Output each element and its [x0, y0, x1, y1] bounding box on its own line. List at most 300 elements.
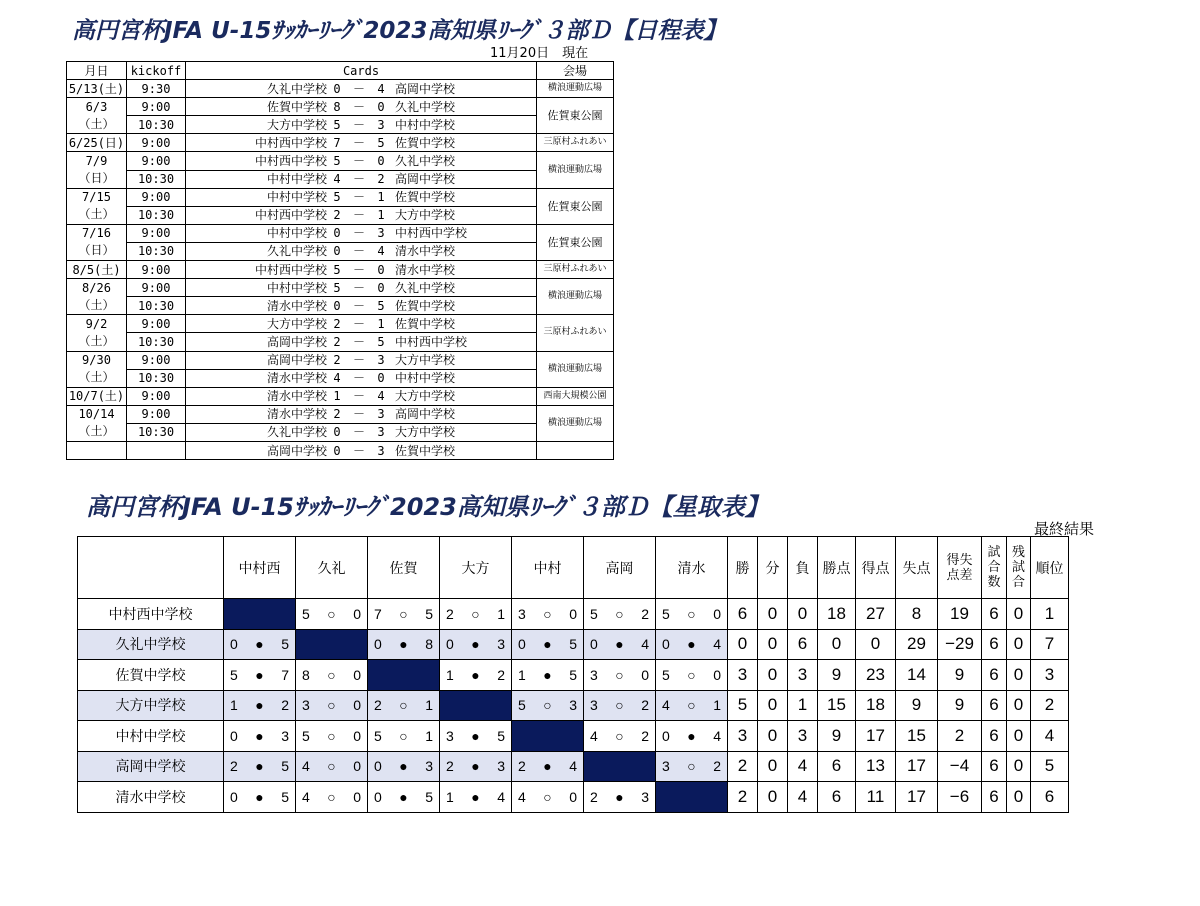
match-result	[237, 173, 485, 185]
score-dash: －	[352, 262, 365, 277]
score-dash: －	[352, 334, 365, 349]
away-team: 久礼中学校	[395, 154, 456, 169]
wins: 2	[728, 751, 758, 782]
win-mark-icon: ○	[615, 697, 624, 714]
result-wrap	[584, 606, 655, 622]
kickoff-time: 10:30	[127, 206, 186, 224]
goals-against: 0	[713, 666, 721, 683]
schedule-row	[67, 297, 614, 315]
standings-row	[78, 660, 1069, 691]
head-to-head-result	[584, 629, 656, 660]
goals-for: 1	[518, 666, 526, 683]
score-dash: －	[352, 81, 365, 96]
away-team: 大方中学校	[395, 389, 456, 404]
head-to-head-result	[224, 751, 296, 782]
head-to-head-result	[224, 629, 296, 660]
schedule-header-row	[67, 62, 614, 80]
match-result	[237, 336, 485, 348]
self-match-cell	[368, 660, 440, 691]
result-wrap	[512, 606, 583, 622]
match-date-line: 8/26	[82, 280, 111, 295]
goals-for: 4	[590, 727, 598, 744]
home-team: 高岡中学校	[266, 334, 327, 349]
team-name: 佐賀中学校	[78, 660, 224, 691]
wins: 5	[728, 690, 758, 721]
home-score: 2	[333, 316, 341, 331]
losses: 3	[788, 721, 818, 752]
losses: 3	[788, 660, 818, 691]
result-wrap	[584, 789, 655, 805]
header-goals-against: 失点	[896, 537, 938, 599]
head-to-head-result	[296, 721, 368, 752]
head-to-head-result	[440, 782, 512, 813]
away-team: 清水中学校	[395, 244, 456, 259]
match-venue: 佐賀東公園	[537, 224, 614, 260]
score-dash: －	[352, 99, 365, 114]
score-dash: －	[352, 208, 365, 223]
match-date	[67, 188, 127, 224]
schedule-row	[67, 170, 614, 188]
match-result	[237, 191, 485, 203]
match-card	[186, 80, 537, 98]
match-card	[186, 170, 537, 188]
wins: 3	[728, 721, 758, 752]
home-team: 大方中学校	[266, 316, 327, 331]
match-date: 6/25(日)	[67, 134, 127, 152]
head-to-head-result	[512, 782, 584, 813]
loss-mark-icon: ●	[255, 727, 264, 744]
goals-for-total: 13	[856, 751, 896, 782]
result-wrap	[656, 606, 727, 622]
home-team: 中村西中学校	[254, 154, 327, 169]
goals-against: 5	[569, 636, 577, 653]
score-dash: －	[352, 353, 365, 368]
match-venue	[537, 441, 614, 459]
schedule-row	[67, 333, 614, 351]
head-to-head-result	[440, 599, 512, 630]
goals-against: 4	[713, 727, 721, 744]
head-to-head-result	[296, 782, 368, 813]
kickoff-time: 9:00	[127, 315, 186, 333]
away-score: 3	[377, 117, 385, 132]
goals-against: 5	[281, 788, 289, 805]
match-result	[237, 318, 485, 330]
match-date	[67, 98, 127, 134]
standings-row	[78, 629, 1069, 660]
team-name: 大方中学校	[78, 690, 224, 721]
home-team: 中村中学校	[266, 280, 327, 295]
home-score: 4	[333, 371, 341, 386]
schedule-row	[67, 405, 614, 423]
header-date: 月日	[67, 62, 127, 80]
standings-row	[78, 599, 1069, 630]
goal-difference: 9	[938, 660, 982, 691]
match-card	[186, 315, 537, 333]
away-team: 中村中学校	[395, 117, 456, 132]
match-date	[67, 152, 127, 188]
away-score: 3	[377, 226, 385, 241]
header-opponent: 久礼	[296, 537, 368, 599]
goals-against: 0	[353, 605, 361, 622]
kickoff-time: 10:30	[127, 170, 186, 188]
head-to-head-result	[512, 660, 584, 691]
score-dash: －	[352, 298, 365, 313]
goals-for-total: 27	[856, 599, 896, 630]
home-score: 8	[333, 99, 341, 114]
kickoff-time: 9:00	[127, 98, 186, 116]
result-wrap	[296, 606, 367, 622]
home-team: 中村西中学校	[254, 262, 327, 277]
home-score: 0	[333, 425, 341, 440]
result-wrap	[224, 758, 295, 774]
goals-against: 8	[425, 636, 433, 653]
match-date	[67, 315, 127, 351]
home-team: 高岡中学校	[266, 353, 327, 368]
match-venue: 横浪運動広場	[537, 80, 614, 98]
loss-mark-icon: ●	[615, 636, 624, 653]
home-score: 0	[333, 244, 341, 259]
match-date-line: 7/9	[85, 154, 108, 169]
points: 6	[818, 782, 856, 813]
result-wrap	[512, 667, 583, 683]
goals-for: 4	[662, 697, 670, 714]
head-to-head-result	[584, 690, 656, 721]
schedule-row	[67, 98, 614, 116]
loss-mark-icon: ●	[399, 788, 408, 805]
goals-against: 3	[497, 636, 505, 653]
goals-against: 0	[353, 727, 361, 744]
games-played: 6	[982, 690, 1007, 721]
match-venue: 佐賀東公園	[537, 98, 614, 134]
goals-for-total: 23	[856, 660, 896, 691]
away-team: 中村西中学校	[395, 334, 468, 349]
goals-against: 2	[641, 727, 649, 744]
match-date-line: （土）	[78, 116, 115, 131]
goals-for: 1	[446, 666, 454, 683]
kickoff-time: 10:30	[127, 242, 186, 260]
loss-mark-icon: ●	[399, 758, 408, 775]
schedule-row	[67, 188, 614, 206]
self-match-cell	[656, 782, 728, 813]
match-result	[237, 155, 485, 167]
goals-against: 3	[497, 758, 505, 775]
away-score: 5	[377, 135, 385, 150]
schedule-row	[67, 369, 614, 387]
home-team: 高岡中学校	[266, 443, 327, 458]
head-to-head-result	[440, 751, 512, 782]
match-date-line: （日）	[78, 171, 115, 186]
score-dash: －	[352, 316, 365, 331]
rank: 3	[1031, 660, 1069, 691]
result-wrap	[368, 758, 439, 774]
home-team: 久礼中学校	[266, 81, 327, 96]
head-to-head-result	[584, 599, 656, 630]
result-wrap	[368, 697, 439, 713]
header-opponent: 佐賀	[368, 537, 440, 599]
goals-against-total: 15	[896, 721, 938, 752]
schedule-row	[67, 134, 614, 152]
schedule-row	[67, 279, 614, 297]
result-wrap	[296, 697, 367, 713]
away-team: 清水中学校	[395, 262, 456, 277]
goals-for-total: 11	[856, 782, 896, 813]
match-date-line: （土）	[78, 370, 115, 385]
goals-for: 0	[662, 636, 670, 653]
goals-against: 0	[353, 758, 361, 775]
loss-mark-icon: ●	[255, 636, 264, 653]
losses: 6	[788, 629, 818, 660]
header-opponent: 清水	[656, 537, 728, 599]
head-to-head-result	[656, 690, 728, 721]
final-result-label: 最終結果	[1034, 520, 1095, 538]
home-team: 清水中学校	[266, 298, 327, 313]
header-points: 勝点	[818, 537, 856, 599]
match-result	[237, 372, 485, 384]
goals-for: 0	[662, 727, 670, 744]
goals-against: 0	[353, 788, 361, 805]
home-team: 中村中学校	[266, 226, 327, 241]
score-dash: －	[352, 443, 365, 458]
match-card	[186, 152, 537, 170]
header-remaining	[1007, 537, 1031, 599]
home-team: 久礼中学校	[266, 425, 327, 440]
goals-for: 4	[302, 758, 310, 775]
kickoff-time: 9:00	[127, 188, 186, 206]
result-wrap	[584, 667, 655, 683]
loss-mark-icon: ●	[255, 697, 264, 714]
home-score: 5	[333, 190, 341, 205]
match-date-line: （土）	[78, 207, 115, 222]
kickoff-time: 10:30	[127, 116, 186, 134]
goal-difference: −29	[938, 629, 982, 660]
kickoff-time: 9:00	[127, 134, 186, 152]
match-date-line: （土）	[78, 424, 115, 439]
home-score: 7	[333, 135, 341, 150]
match-card	[186, 188, 537, 206]
match-result	[237, 264, 485, 276]
goals-against-total: 14	[896, 660, 938, 691]
match-card	[186, 242, 537, 260]
goals-for: 5	[374, 727, 382, 744]
match-date: 10/7(土)	[67, 387, 127, 405]
points: 9	[818, 660, 856, 691]
match-card	[186, 134, 537, 152]
points: 18	[818, 599, 856, 630]
team-name: 久礼中学校	[78, 629, 224, 660]
head-to-head-result	[440, 660, 512, 691]
goals-for: 0	[590, 636, 598, 653]
head-to-head-result	[440, 721, 512, 752]
goals-against: 5	[281, 636, 289, 653]
match-card	[186, 405, 537, 423]
result-wrap	[368, 606, 439, 622]
score-dash: －	[352, 226, 365, 241]
result-wrap	[368, 789, 439, 805]
team-name: 中村中学校	[78, 721, 224, 752]
goals-against-total: 17	[896, 751, 938, 782]
match-card	[186, 441, 537, 459]
away-score: 4	[377, 389, 385, 404]
score-dash: －	[352, 190, 365, 205]
head-to-head-result	[584, 721, 656, 752]
goals-against: 0	[353, 666, 361, 683]
draws: 0	[758, 599, 788, 630]
goals-against: 4	[641, 636, 649, 653]
games-remaining: 0	[1007, 721, 1031, 752]
kickoff-time: 10:30	[127, 369, 186, 387]
result-wrap	[224, 636, 295, 652]
win-mark-icon: ○	[543, 605, 552, 622]
header-kickoff: kickoff	[127, 62, 186, 80]
loss-mark-icon: ●	[543, 636, 552, 653]
match-result	[237, 354, 485, 366]
result-wrap	[656, 697, 727, 713]
match-date-line: （土）	[78, 333, 115, 348]
win-mark-icon: ○	[327, 727, 336, 744]
draws: 0	[758, 782, 788, 813]
goals-for: 2	[518, 758, 526, 775]
match-result	[237, 245, 485, 257]
home-score: 2	[333, 208, 341, 223]
result-wrap	[296, 728, 367, 744]
header-blank	[78, 537, 224, 599]
match-result	[237, 227, 485, 239]
games-played: 6	[982, 721, 1007, 752]
kickoff-time: 9:00	[127, 351, 186, 369]
result-wrap	[584, 636, 655, 652]
header-goal-diff	[938, 537, 982, 599]
schedule-row	[67, 80, 614, 98]
schedule-row	[67, 423, 614, 441]
goals-for: 0	[374, 636, 382, 653]
goals-against: 0	[353, 697, 361, 714]
head-to-head-result	[368, 751, 440, 782]
losses: 0	[788, 599, 818, 630]
goals-against: 4	[497, 788, 505, 805]
header-goal-diff-text: 得失 点差	[946, 552, 973, 583]
head-to-head-result	[512, 599, 584, 630]
match-result	[237, 101, 485, 113]
home-team: 中村西中学校	[254, 135, 327, 150]
self-match-cell	[584, 751, 656, 782]
away-team: 高岡中学校	[395, 407, 456, 422]
head-to-head-result	[512, 690, 584, 721]
kickoff-time: 9:00	[127, 261, 186, 279]
goals-for: 2	[374, 697, 382, 714]
goal-difference: −4	[938, 751, 982, 782]
goals-against: 3	[281, 727, 289, 744]
win-mark-icon: ○	[543, 697, 552, 714]
as-of-date: 11月20日 現在	[490, 46, 589, 61]
goals-against: 4	[713, 636, 721, 653]
match-card	[186, 116, 537, 134]
match-card	[186, 369, 537, 387]
schedule-row	[67, 351, 614, 369]
score-dash: －	[352, 117, 365, 132]
goals-for: 0	[446, 636, 454, 653]
goal-difference: 9	[938, 690, 982, 721]
goals-for: 0	[230, 727, 238, 744]
goal-difference: 2	[938, 721, 982, 752]
match-venue: 横浪運動広場	[537, 351, 614, 387]
home-score: 2	[333, 334, 341, 349]
goals-against: 2	[281, 697, 289, 714]
match-venue: 横浪運動広場	[537, 405, 614, 441]
goals-for: 0	[230, 636, 238, 653]
goal-difference: 19	[938, 599, 982, 630]
wins: 0	[728, 629, 758, 660]
goals-against: 5	[281, 758, 289, 775]
win-mark-icon: ○	[543, 788, 552, 805]
match-date-line: （日）	[78, 243, 115, 258]
match-card	[186, 98, 537, 116]
points: 0	[818, 629, 856, 660]
head-to-head-result	[224, 660, 296, 691]
result-wrap	[368, 636, 439, 652]
standings-row	[78, 782, 1069, 813]
goals-for: 5	[302, 605, 310, 622]
head-to-head-result	[656, 751, 728, 782]
score-dash: －	[352, 389, 365, 404]
self-match-cell	[512, 721, 584, 752]
away-score: 1	[377, 190, 385, 205]
goals-against: 5	[497, 727, 505, 744]
result-wrap	[656, 758, 727, 774]
score-dash: －	[352, 244, 365, 259]
draws: 0	[758, 690, 788, 721]
result-wrap	[512, 697, 583, 713]
header-loss: 負	[788, 537, 818, 599]
kickoff-time: 9:30	[127, 80, 186, 98]
match-result	[237, 426, 485, 438]
standings-row	[78, 751, 1069, 782]
standings-table	[77, 536, 1069, 813]
standings-header-row	[78, 537, 1069, 599]
losses: 4	[788, 782, 818, 813]
goals-against: 5	[425, 605, 433, 622]
away-team: 佐賀中学校	[395, 298, 456, 313]
header-games-played-text: 試 合 数	[987, 545, 1001, 590]
score-dash: －	[352, 371, 365, 386]
result-wrap	[296, 758, 367, 774]
schedule-row	[67, 116, 614, 134]
games-played: 6	[982, 751, 1007, 782]
head-to-head-result	[368, 721, 440, 752]
away-team: 高岡中学校	[395, 81, 456, 96]
kickoff-time	[127, 441, 186, 459]
points: 6	[818, 751, 856, 782]
away-score: 4	[377, 81, 385, 96]
goals-against: 3	[425, 758, 433, 775]
win-mark-icon: ○	[399, 727, 408, 744]
head-to-head-result	[512, 629, 584, 660]
home-team: 久礼中学校	[266, 244, 327, 259]
goals-for-total: 0	[856, 629, 896, 660]
away-score: 0	[377, 262, 385, 277]
head-to-head-result	[296, 751, 368, 782]
goals-against-total: 17	[896, 782, 938, 813]
goals-against-total: 29	[896, 629, 938, 660]
goals-against: 3	[569, 697, 577, 714]
header-rank: 順位	[1031, 537, 1069, 599]
win-mark-icon: ○	[615, 666, 624, 683]
match-venue: 佐賀東公園	[537, 188, 614, 224]
away-team: 大方中学校	[395, 425, 456, 440]
loss-mark-icon: ●	[471, 666, 480, 683]
match-date	[67, 279, 127, 315]
goals-for: 3	[662, 758, 670, 775]
result-wrap	[656, 728, 727, 744]
